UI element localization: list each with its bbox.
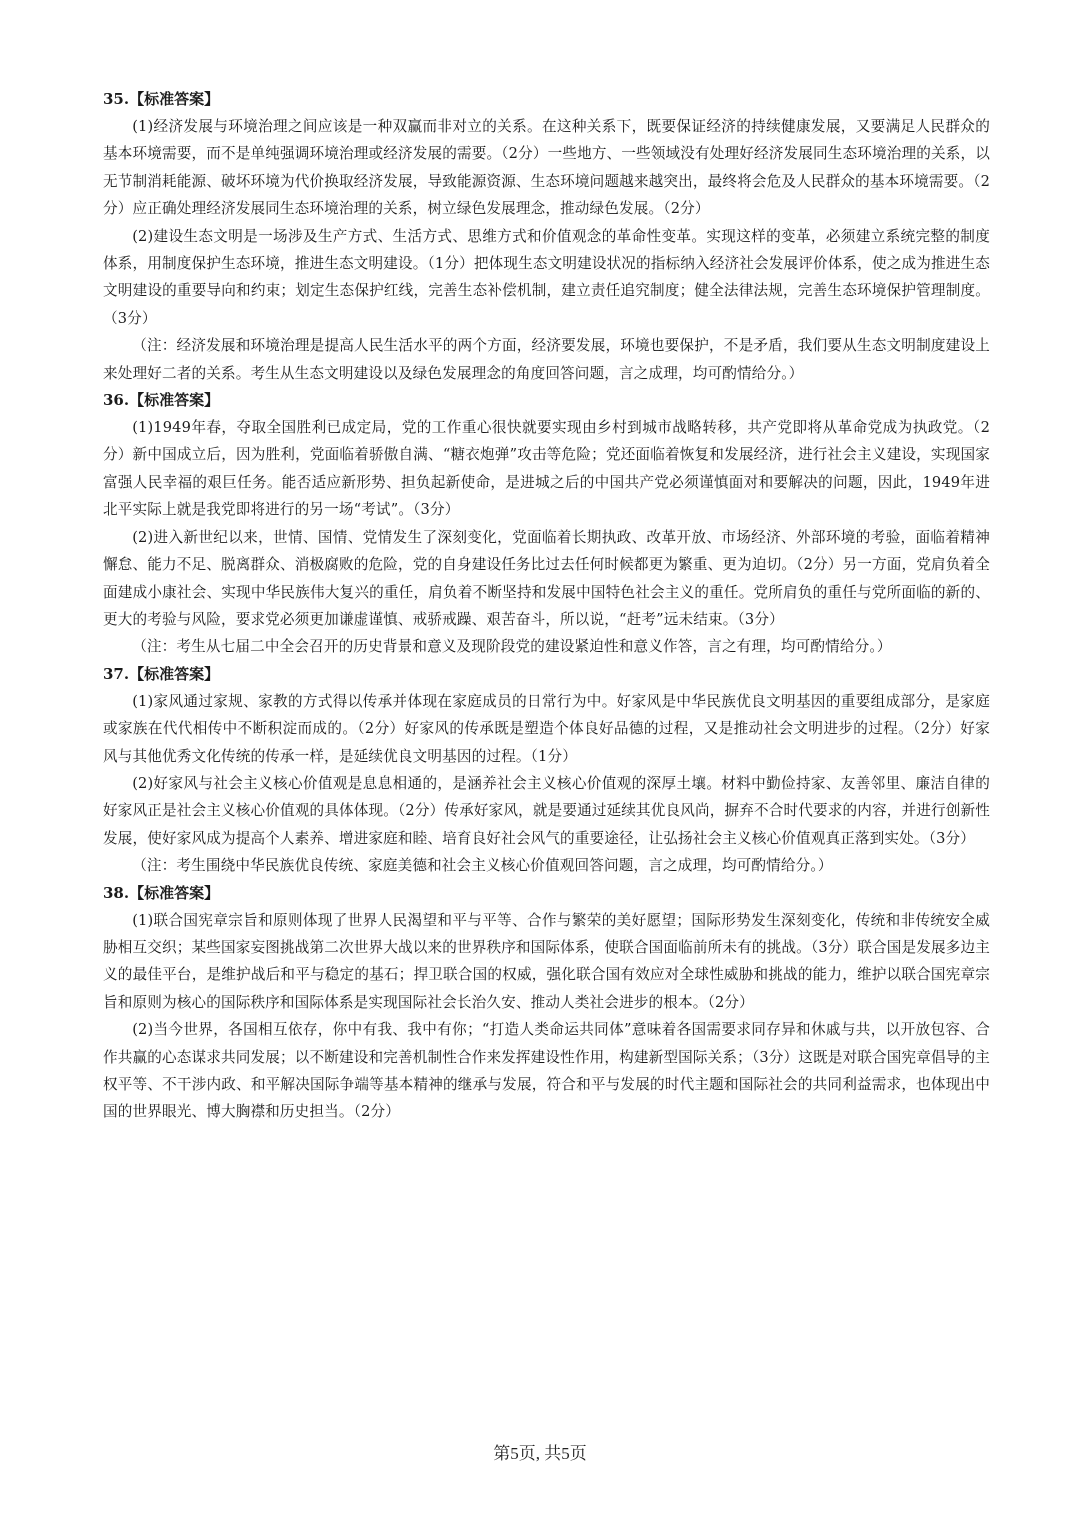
answer-paragraph: (1)联合国宪章宗旨和原则体现了世界人民渴望和平与平等、合作与繁荣的美好愿望；国际形势发生深刻变化，传统和非传统安全威胁相互交织；某些国家妄图挑战第二次世界大战以来的世界秩序和国际体系，使联合国面临前所未有的挑战。（3分）联合国是发展多边主义的最佳平台，是维护战后和平与稳定的基石；捍卫联合国的权威，强化联合国有效应对全球性威胁和挑战的能力，维护以联合国宪章宗旨和原则为核心的国际秩序和国际体系是实现国际社会长治久安、推动人类社会进步的根本。（2分） <box>103 911 990 1011</box>
question-title: 38.【标准答案】 <box>103 883 220 902</box>
answer-paragraph: (1)经济发展与环境治理之间应该是一种双赢而非对立的关系。在这种关系下，既要保证经济的持续健康发展，又要满足人民群众的基本环境需要，而不是单纯强调环境治理或经济发展的需要。（2分）一些地方、一些领域没有处理好经济发展同生态环境治理的关系，以无节制消耗能源、破坏环境为代价换取经济发展，导致能源资源、生态环境问题越来越突出，最终将会危及人民群众的基本环境需要。（2分）应正确处理经济发展同生态环境治理的关系，树立绿色发展理念，推动绿色发展。（2分） <box>103 118 990 218</box>
grading-note: （注：经济发展和环境治理是提高人民生活水平的两个方面，经济要发展，环境也要保护，不是矛盾，我们要从生态文明制度建设上来处理好二者的关系。考生从生态文明建设以及绿色发展理念的角度回答问题，言之成理，均可酌情给分。） <box>103 337 990 382</box>
question-title: 36.【标准答案】 <box>103 391 220 410</box>
question-title: 37.【标准答案】 <box>103 664 220 683</box>
question-title: 35.【标准答案】 <box>103 90 220 108</box>
answer-paragraph: (2)当今世界，各国相互依存，你中有我、我中有你；“打造人类命运共同体”意味着各国需要求同存异和休戚与共，以开放包容、合作共赢的心态谋求共同发展；以不断建设和完善机制性合作来发挥建设性作用，构建新型国际关系；（3分）这既是对联合国宪章倡导的主权平等、不干涉内政、和平解决国际争端等基本精神的继承与发展，符合和平与发展的时代主题和国际社会的共同利益需求，也体现出中国的世界眼光、博大胸襟和历史担当。（2分） <box>103 1021 990 1121</box>
answer-paragraph: (1)家风通过家规、家教的方式得以传承并体现在家庭成员的日常行为中。好家风是中华民族优良文明基因的重要组成部分，是家庭或家族在代代相传中不断积淀而成的。（2分）好家风的传承既是塑造个体良好品德的过程，又是推动社会文明进步的过程。（2分）好家风与其他优秀文化传统的传承一样，是延续优良文明基因的过程。（1分） <box>103 692 990 765</box>
answer-paragraph: (2)建设生态文明是一场涉及生产方式、生活方式、思维方式和价值观念的革命性变革。实现这样的变革，必须建立系统完整的制度体系，用制度保护生态环境，推进生态文明建设。（1分）把体现生态文明建设状况的指标纳入经济社会发展评价体系，使之成为推进生态文明建设的重要导向和约束；划定生态保护红线，完善生态补偿机制，建立责任追究制度；健全法律法规，完善生态环境保护管理制度。（3分） <box>103 227 990 327</box>
question-36 <box>103 387 990 661</box>
answer-paragraph: (2)进入新世纪以来，世情、国情、党情发生了深刻变化，党面临着长期执政、改革开放、市场经济、外部环境的考验，面临着精神懈怠、能力不足、脱离群众、消极腐败的危险，党的自身建设任务比过去任何时候都更为繁重、更为迫切。（2分）另一方面，党肩负着全面建成小康社会、实现中华民族伟大复兴的重任，肩负着不断坚持和发展中国特色社会主义的重任。党所肩负的重任与党所面临的新的、更大的考验与风险，要求党必须更加谦虚谨慎、戒骄戒躁、艰苦奋斗，所以说，“赶考”远未结束。（3分） <box>103 528 990 628</box>
answer-paragraph: (2)好家风与社会主义核心价值观是息息相通的，是涵养社会主义核心价值观的深厚土壤。材料中勤俭持家、友善邻里、廉洁自律的好家风正是社会主义核心价值观的具体体现。（2分）传承好家风，就是要通过延续其优良风尚，摒弃不合时代要求的内容，并进行创新性发展，使好家风成为提高个人素养、增进家庭和睦、培育良好社会风气的重要途径，让弘扬社会主义核心价值观真正落到实处。（3分） <box>103 774 990 847</box>
grading-note: （注：考生从七届二中全会召开的历史背景和意义及现阶段党的建设紧迫性和意义作答，言之有理，均可酌情给分。） <box>132 638 892 656</box>
answer-content <box>103 86 990 1126</box>
page-number: 第5页, 共5页 <box>493 1444 587 1463</box>
answer-paragraph: (1)1949年春，夺取全国胜利已成定局，党的工作重心很快就要实现由乡村到城市战略转移，共产党即将从革命党成为执政党。（2分）新中国成立后，因为胜利，党面临着骄傲自满、“糖衣炮弹”攻击等危险；党还面临着恢复和发展经济，进行社会主义建设，实现国家富强人民幸福的艰巨任务。能否适应新形势、担负起新使命，是进城之后的中国共产党必须谨慎面对和要解决的问题，因此，1949年进北平实际上就是我党即将进行的另一场“考试”。（3分） <box>103 419 990 519</box>
question-38 <box>103 880 990 1126</box>
question-37 <box>103 661 990 880</box>
grading-note: （注：考生围绕中华民族优良传统、家庭美德和社会主义核心价值观回答问题，言之成理，均可酌情给分。） <box>132 857 833 875</box>
question-35 <box>103 86 990 387</box>
